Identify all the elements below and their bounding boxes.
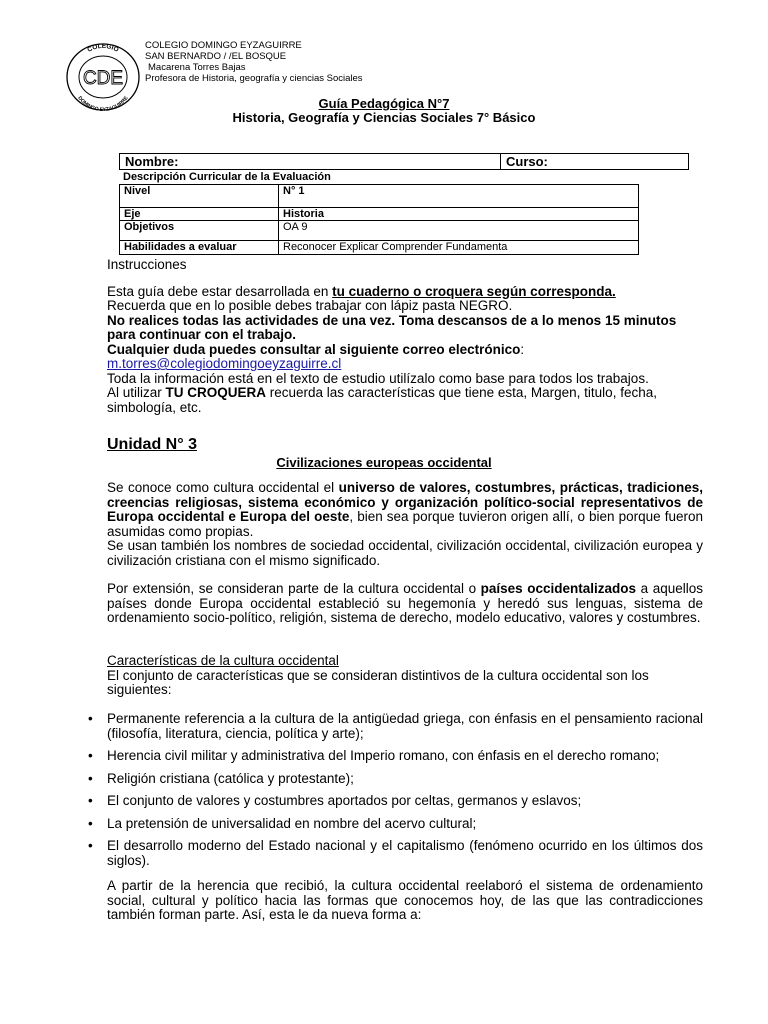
instruction-pen: Recuerda que en lo posible debes trabajar con lápiz pasta NEGRO. — [107, 298, 513, 313]
list-item: • Herencia civil militar y administrativa del Imperio romano, con énfasis en el derecho romano; — [85, 749, 703, 764]
list-item: • La pretensión de universalidad en nombre del acervo cultural; — [85, 817, 703, 832]
instructions-heading: Instrucciones — [107, 257, 187, 272]
unit-title: Unidad N° 3 — [107, 436, 197, 453]
contact-colon: : — [520, 341, 525, 357]
list-item: • El desarrollo moderno del Estado nacional y el capitalismo (fenómeno ocurrido en los últimos dos siglos). — [85, 839, 703, 868]
list-item: • Permanente referencia a la cultura de la antigüedad griega, con énfasis en el pensamiento racional (filosofía, literatura, ciencia, política y arte); — [85, 712, 703, 741]
eval-key: Eje — [120, 208, 279, 221]
teacher-role: Profesora de Historia, geografía y ciencias Sociales — [145, 73, 363, 84]
list-item: • El conjunto de valores y costumbres aportados por celtas, germanos y eslavos; — [85, 794, 703, 809]
unit-subtitle: Civilizaciones europeas occidental — [276, 455, 492, 470]
school-location: SAN BERNARDO / /EL BOSQUE — [145, 51, 287, 62]
table-row — [120, 185, 639, 208]
eval-value: OA 9 — [279, 221, 639, 241]
evaluation-heading: Descripción Curricular de la Evaluación — [123, 171, 331, 183]
name-field[interactable] — [120, 154, 501, 170]
school-header — [145, 40, 363, 84]
eval-key: Habilidades a evaluar — [120, 241, 279, 255]
characteristics-heading: Características de la cultura occidental — [107, 653, 339, 668]
logo-bottom-text: DOMINGO EYZAGUIRRE — [76, 95, 130, 113]
eval-key: Nivel — [120, 185, 279, 208]
paragraph: Se conoce como cultura occidental el universo de valores, costumbres, prácticas, tradiciones, creencias religiosas, sistema económico y organización político-social representativos de Europa occidental e Europa del oeste, bien sea porque tuvieron origen allí, o bien porque fueron asumidas como propias. — [107, 480, 703, 539]
instruction-emphasis: tu cuaderno o croquera según corresponda. — [332, 283, 616, 299]
instruction-breaks: No realices todas las actividades de una vez. Toma descansos de a lo menos 15 minutos para continuar con el trabajo. — [107, 312, 677, 342]
name-label: Nombre: — [125, 154, 179, 169]
contact-text: Cualquier duda puedes consultar al siguiente correo electrónico — [107, 341, 521, 357]
evaluation-table — [119, 184, 639, 255]
eval-value: Historia — [279, 208, 639, 221]
table-row — [120, 208, 639, 221]
guide-title: Guía Pedagógica N°7 — [318, 96, 450, 111]
instructions — [107, 258, 703, 415]
croquera-bold: TU CROQUERA — [165, 385, 267, 400]
table-row — [120, 221, 639, 241]
characteristics — [107, 654, 703, 698]
characteristics-intro: El conjunto de características que se consideran distintivos de la cultura occidental son los siguientes: — [107, 667, 649, 697]
teacher-name: Macarena Torres Bajas — [148, 62, 246, 73]
course-field[interactable] — [501, 154, 689, 170]
guide-subtitle: Historia, Geografía y Ciencias Sociales 7° Básico — [232, 110, 536, 125]
logo-top-text: COLEGIO — [86, 42, 120, 54]
paragraph: Se usan también los nombres de sociedad occidental, civilización occidental, civilización europea y civilización cristiana con el mismo significado. — [107, 538, 703, 568]
croquera-post: recuerda las características que tiene esta, Margen, titulo, fecha, simbología, etc. — [107, 385, 657, 415]
instruction-croquera — [107, 386, 703, 415]
student-form — [119, 153, 689, 170]
instruction-notebook — [107, 285, 703, 300]
logo-initials: CDE — [82, 68, 124, 89]
school-name: COLEGIO DOMINGO EYZAGUIRRE — [145, 40, 302, 51]
eval-key: Objetivos — [120, 221, 279, 241]
instruction-contact — [107, 343, 703, 358]
croquera-pre: Al utilizar — [107, 385, 166, 400]
unit-extension: Por extensión, se consideran parte de la cultura occidental o países occidentalizados a aquellos países donde Europa occidental estableció su hegemonía y heredó sus lenguas, sistema de ordenamiento socio-político, religión, sistema de derecho, modelo educativo, valores y costumbres. — [107, 581, 703, 625]
instruction-textbook: Toda la información está en el texto de estudio utilízalo como base para todos los trabajos. — [107, 370, 649, 386]
table-row — [120, 241, 639, 255]
eval-value: N° 1 — [279, 185, 639, 208]
eval-value: Reconocer Explicar Comprender Fundamenta — [279, 241, 639, 255]
instruction-text: Esta guía debe estar desarrollada en — [107, 283, 333, 299]
closing-paragraph: A partir de la herencia que recibió, la cultura occidental reelaboró el sistema de ordenamiento social, cultural y político hacia las formas que conocemos hoy, de las que las contradicciones también forman parte. Así, esta le da nueva forma a: — [107, 878, 703, 922]
unit-intro — [107, 481, 703, 568]
course-label: Curso: — [506, 154, 548, 169]
email-link[interactable]: m.torres@colegiodomingoeyzaguirre.cl — [107, 356, 342, 371]
characteristics-list — [85, 712, 703, 876]
svg-text:COLEGIO — [86, 43, 119, 54]
list-item: • Religión cristiana (católica y protestante); — [85, 772, 703, 787]
